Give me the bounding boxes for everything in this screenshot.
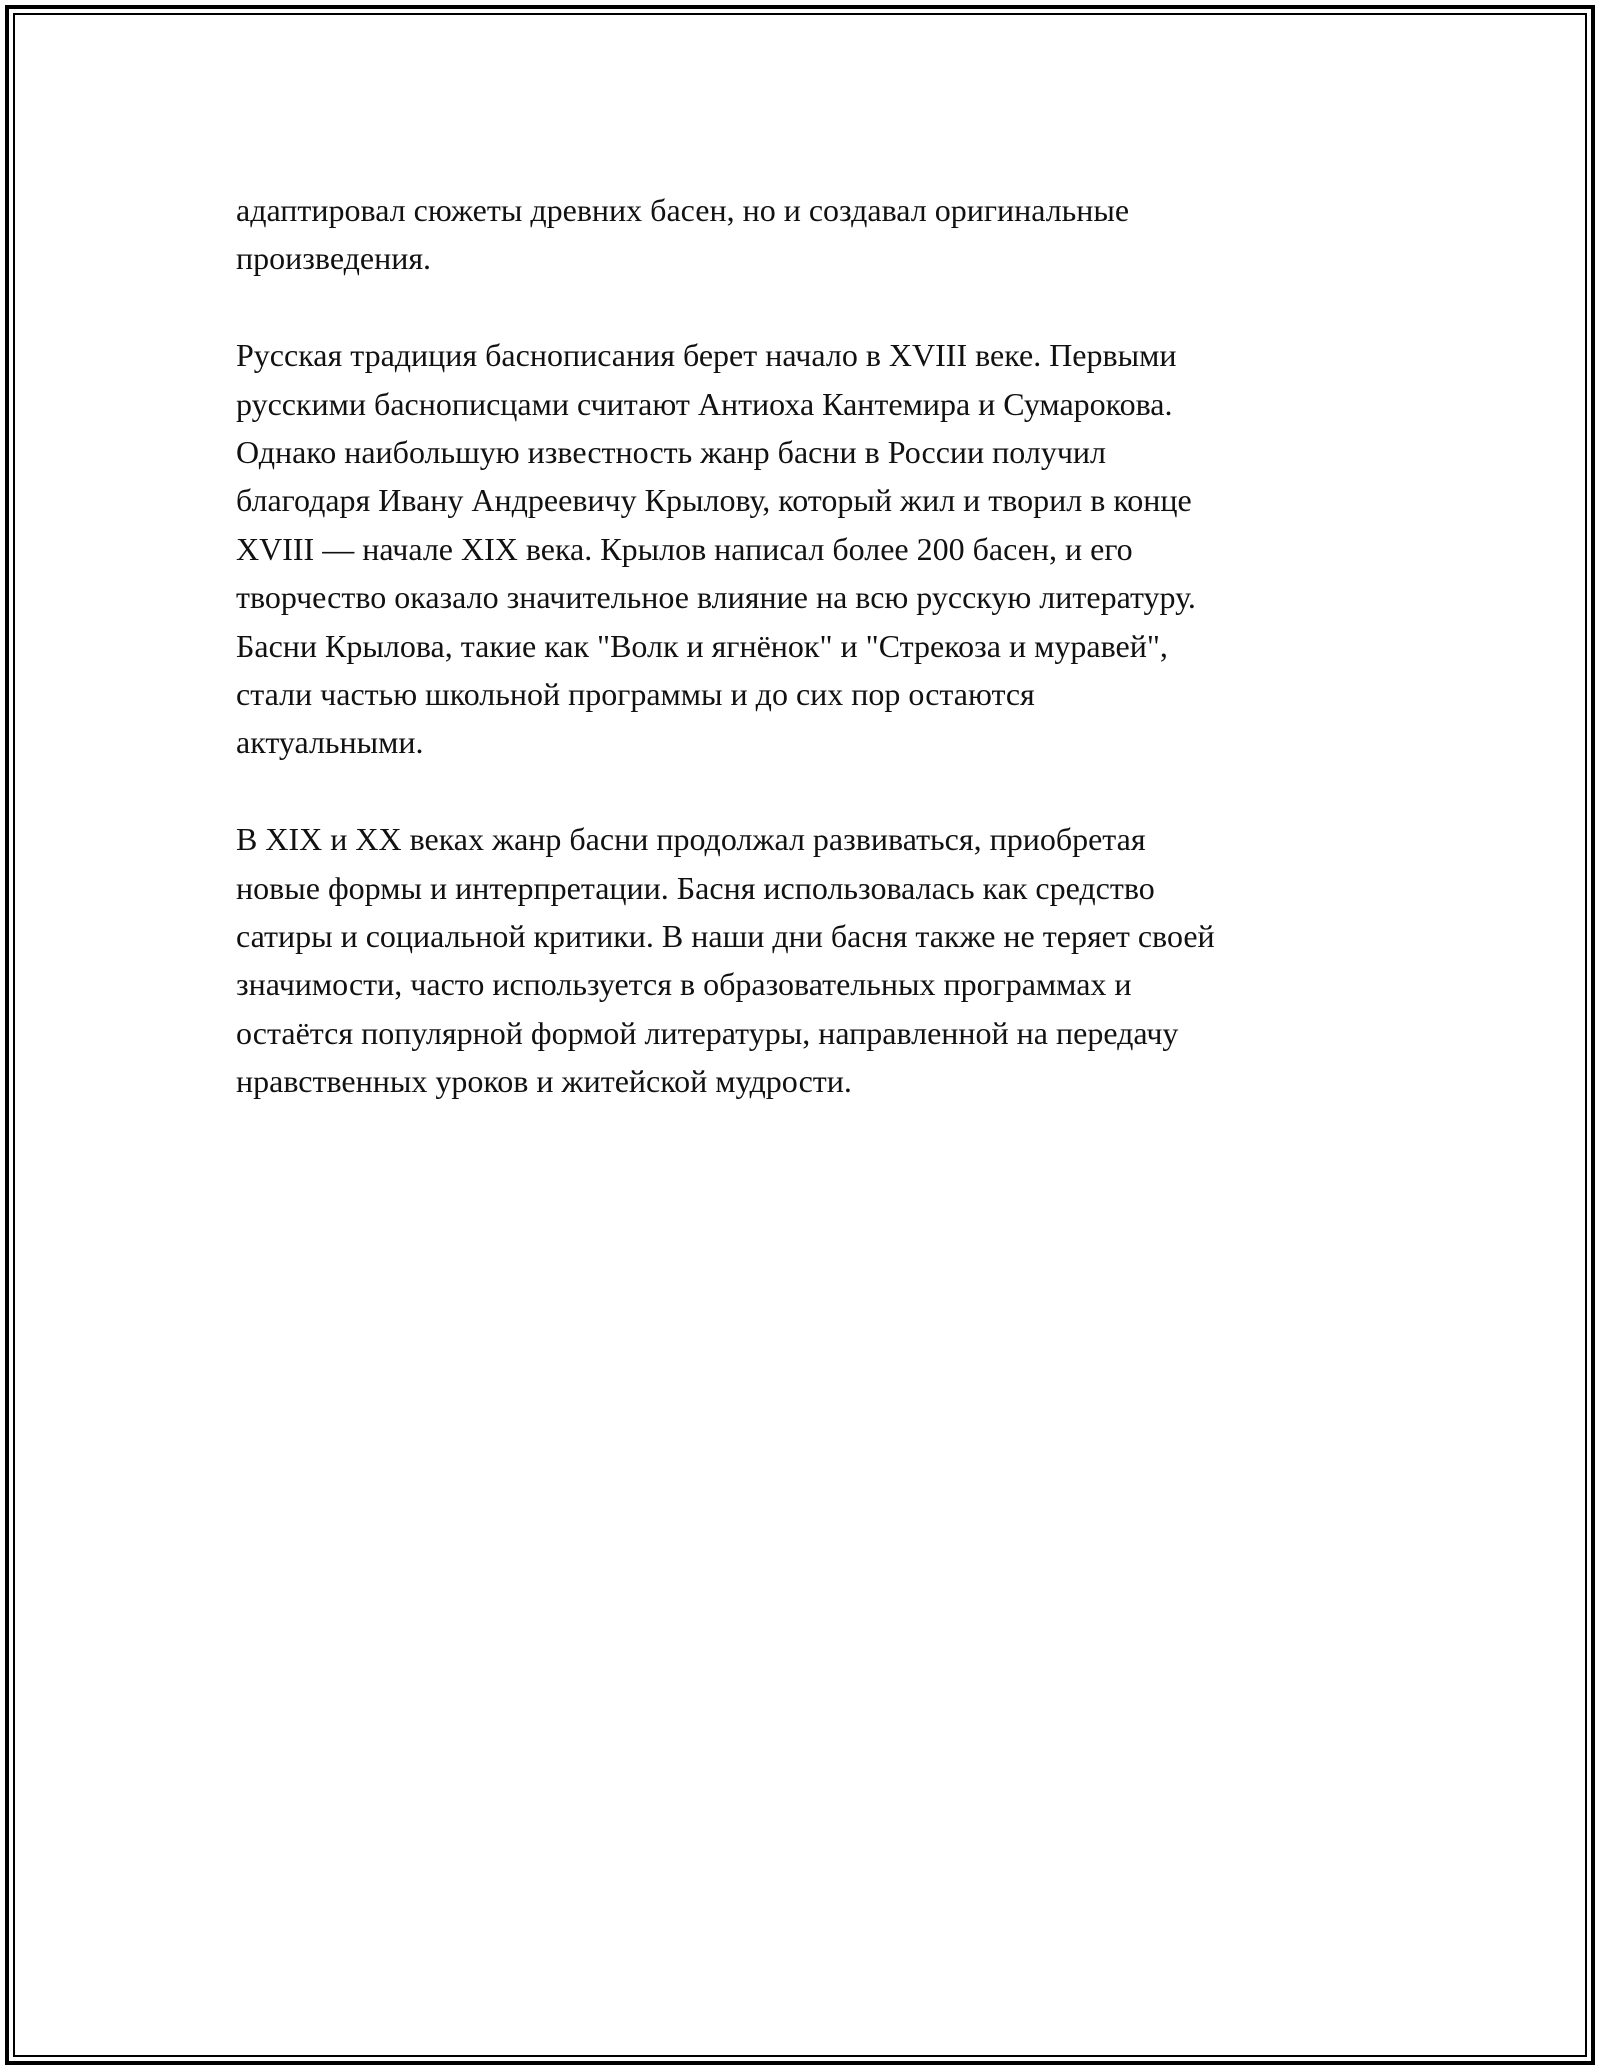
text-line: благодаря Ивану Андреевичу Крылову, который жил и творил в конце — [236, 482, 1192, 519]
text-line: Однако наибольшую известность жанр басни в России получил — [236, 434, 1107, 471]
text-line: остаётся популярной формой литературы, направленной на передачу — [236, 1014, 1179, 1051]
text-line: произведения. — [236, 240, 432, 277]
document-body — [236, 186, 1376, 1154]
paragraph-1 — [236, 186, 1376, 283]
paragraph-2 — [236, 331, 1376, 767]
text-line: актуальными. — [236, 724, 424, 761]
paragraph-3 — [236, 815, 1376, 1105]
text-line: В XIX и XX веках жанр басни продолжал развиваться, приобретая — [236, 821, 1146, 858]
text-line: новые формы и интерпретации. Басня использовалась как средство — [236, 869, 1155, 906]
text-line: русскими баснописцами считают Антиоха Кантемира и Сумарокова. — [236, 385, 1173, 422]
text-line: Русская традиция баснописания берет начало в XVIII веке. Первыми — [236, 337, 1177, 374]
text-line: Басни Крылова, такие как "Волк и ягнёнок" и "Стрекоза и муравей", — [236, 627, 1168, 664]
text-line: нравственных уроков и житейской мудрости. — [236, 1063, 852, 1100]
text-line: адаптировал сюжеты древних басен, но и создавал оригинальные — [236, 192, 1130, 228]
text-line: сатиры и социальной критики. В наши дни басня также не теряет своей — [236, 918, 1215, 955]
text-line: стали частью школьной программы и до сих пор остаются — [236, 676, 1035, 713]
text-line: значимости, часто используется в образовательных программах и — [236, 966, 1132, 1003]
text-line: XVIII — начале XIX века. Крылов написал более 200 басен, и его — [236, 530, 1133, 567]
text-line: творчество оказало значительное влияние на всю русскую литературу. — [236, 579, 1196, 616]
